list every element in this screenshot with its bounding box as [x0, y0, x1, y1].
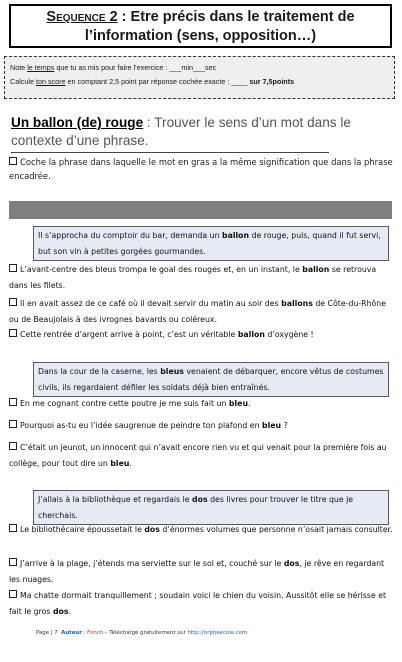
time-line: Note le temps que tu as mis pour faire l’exercice : ___min___sec: [10, 63, 217, 72]
reference-sentence-box: [33, 490, 389, 525]
option-text: d’oxygène !: [264, 330, 314, 339]
score-box: [4, 56, 395, 99]
answer-checkbox[interactable]: [9, 298, 17, 306]
author-label: Auteur: [61, 630, 82, 636]
reference-text: J’allais à la bibliothèque et regardais le: [38, 495, 193, 504]
source-link[interactable]: http://orpheecole.com: [187, 630, 248, 636]
answer-checkbox[interactable]: [9, 442, 17, 450]
option-text: se retrouva dans les filets.: [9, 265, 377, 290]
title-line-2: l’information (sens, opposition…): [84, 28, 317, 44]
answer-checkbox[interactable]: [9, 398, 17, 406]
option-text: Il en avait assez de ce café où il devait servir du matin au soir des: [20, 299, 282, 308]
reference-text: Dans la cour de la caserne, les: [38, 367, 161, 376]
sequence-title-box: [9, 4, 392, 48]
answer-checkbox[interactable]: [9, 264, 17, 272]
answer-option[interactable]: [9, 396, 394, 412]
reference-text: venaient de débarquer, encore vêtus de costumes civils, ils regardaient défiler les soldats déjà bien entraînés.: [38, 367, 384, 392]
heading-divider: [11, 152, 329, 153]
instruction-text: Coche la phrase dans laquelle le mot en gras a la même signification que dans la phrase encadrée.: [9, 157, 393, 181]
option-text: , je rêve en regardant les nuages.: [9, 559, 385, 584]
option-target-word: dos: [52, 606, 69, 616]
page-footer: Page | 7 Auteur : Fonch – Téléchargé gratuitement sur http://orpheecole.com: [36, 630, 248, 636]
page-number: Page | 7: [36, 630, 58, 636]
title-line-1: [11, 8, 390, 27]
option-text: .: [129, 458, 132, 468]
option-text: En me cognant contre cette poutre je me suis fait un: [20, 399, 229, 408]
title-text-1: : Etre précis dans le traitement de: [117, 9, 355, 25]
author-name: Fonch: [87, 630, 104, 636]
reference-sentence-box: [33, 226, 389, 261]
answer-checkbox[interactable]: [9, 329, 17, 337]
answer-option[interactable]: [9, 296, 394, 327]
grey-banner: [9, 201, 392, 219]
reference-text: des livres pour trouver le titre que je cherchais.: [38, 495, 354, 520]
checkbox-icon: [9, 157, 17, 165]
option-text: C’était un jeunot, un innocent qui n’avait encore rien vu et qui venait pour la première fois au collège, pour tout dire un: [9, 443, 387, 468]
answer-checkbox[interactable]: [9, 590, 17, 598]
option-target-word: bleu: [228, 399, 248, 408]
option-target-word: ballon: [237, 330, 265, 339]
option-text: .: [248, 399, 251, 408]
target-word: dos: [192, 495, 208, 504]
option-text: .: [68, 606, 72, 616]
exercise-heading: [11, 114, 396, 150]
reference-sentence-box: [33, 362, 389, 397]
answer-checkbox[interactable]: [9, 420, 17, 428]
exercise-title: Un ballon (de) rouge: [11, 115, 144, 130]
option-text: Ma chatte dormait tranquillement ; soudain voici le chien du voisin. Aussitôt elle se hérisse et fait le gros: [9, 591, 387, 616]
reference-text: de rouge, puis, quand il fut servi, but son vin à petites gorgées gourmandes.: [38, 231, 381, 256]
answer-option[interactable]: [9, 418, 394, 434]
option-text: Le bibliothécaire époussetait le: [20, 525, 145, 534]
option-text: L’avant-centre des bleus trompa le goal des rouges et, en un instant, le: [20, 265, 303, 274]
option-target-word: dos: [283, 559, 300, 568]
option-text: J’arrive à la plage, j’étends ma serviette sur le sol et, couché sur le: [20, 559, 284, 568]
option-target-word: ballons: [281, 299, 313, 308]
option-target-word: ballon: [302, 265, 330, 274]
target-word: ballon: [221, 231, 250, 240]
option-target-word: bleu: [110, 458, 130, 468]
footer-text: – Téléchargé gratuitement sur: [103, 630, 188, 636]
score-line: Calcule ton score en comptant 2,5 point par réponse cochée exacte : ____ sur 7,5points: [10, 77, 295, 86]
exercise-subtitle: : Trouver le sens d’un mot dans le contexte d’une phrase.: [11, 115, 351, 148]
option-target-word: bleu: [262, 421, 282, 430]
option-text: de Côte-du-Rhône ou de Beaujolais à des ivrognes bavards ou coléreux.: [9, 299, 387, 324]
target-word: bleus: [160, 367, 184, 376]
option-target-word: dos: [144, 525, 160, 534]
answer-option[interactable]: [9, 556, 394, 587]
instruction: [9, 155, 394, 183]
answer-option[interactable]: [9, 327, 394, 343]
option-text: ?: [281, 421, 288, 430]
option-text: Cette rentrée d’argent arrive à point, c’est un véritable: [20, 330, 238, 339]
answer-option[interactable]: [9, 262, 394, 293]
option-text: Pourquoi as-tu eu l’idée saugrenue de peindre ton plafond en: [20, 421, 262, 430]
answer-option[interactable]: [9, 588, 394, 619]
answer-checkbox[interactable]: [9, 524, 17, 532]
sequence-label: Sequence 2: [46, 9, 118, 25]
option-text: d’énormes volumes que personne n’osait jamais consulter.: [159, 525, 393, 534]
answer-checkbox[interactable]: [9, 558, 17, 566]
reference-text: Il s’approcha du comptoir du bar, demanda un: [38, 231, 222, 240]
answer-option[interactable]: [9, 440, 394, 471]
answer-option[interactable]: [9, 522, 394, 538]
